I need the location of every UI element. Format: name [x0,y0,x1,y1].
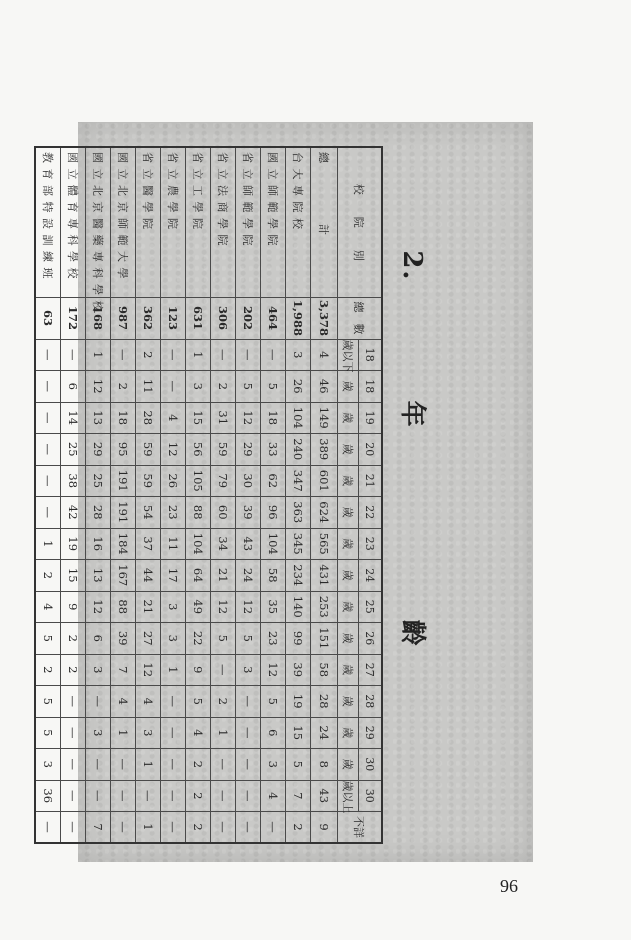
header-age: 25 [359,591,383,623]
age-count-cell: 345 [286,528,311,560]
age-count-cell: — [35,339,61,371]
age-count-cell: 2 [111,371,136,403]
row-label: 省 立 法 商 學 院 [211,147,236,297]
age-count-cell: — [86,749,111,781]
age-count-cell: — [236,749,261,781]
age-count-cell: 389 [311,434,338,466]
age-count-cell: 431 [311,560,338,592]
header-age-unit: 歲 [338,654,359,686]
age-count-cell: 1 [186,339,211,371]
age-count-cell: — [61,339,86,371]
age-count-cell: 23 [261,623,286,655]
age-count-cell: — [161,749,186,781]
age-count-cell: 12 [86,371,111,403]
age-count-cell: 184 [111,528,136,560]
age-count-cell: 25 [86,465,111,497]
table-row [111,147,136,843]
age-count-cell: 363 [286,497,311,529]
header-row-ages [359,147,383,843]
row-label: 國 立 體 育 專 科 學 校 [61,147,86,297]
row-total: 631 [186,297,211,339]
title-char-2: 齡 [397,619,427,648]
age-count-cell: 7 [111,654,136,686]
age-count-cell: 3 [236,654,261,686]
row-total: 1,988 [286,297,311,339]
row-unknown: — [161,812,186,844]
age-count-cell: 18 [111,402,136,434]
age-count-cell: 2 [61,654,86,686]
age-count-cell: 39 [286,654,311,686]
age-count-cell: 96 [261,497,286,529]
header-age: 26 [359,623,383,655]
row-total: 306 [211,297,236,339]
table-row [35,147,61,843]
row-total: 123 [161,297,186,339]
age-count-cell: 5 [286,749,311,781]
header-age-unit: 歲 [338,528,359,560]
age-count-cell: — [211,749,236,781]
age-count-cell: 167 [111,560,136,592]
age-count-cell: 49 [186,591,211,623]
row-label: 國 立 北 京 醫 藥 專 科 學 校 [86,147,111,297]
age-count-cell: 3 [86,717,111,749]
row-label: 省 立 醫 學 院 [136,147,161,297]
row-unknown: — [236,812,261,844]
header-age-unit: 歲 [338,623,359,655]
header-total: 總 數 [338,297,383,339]
age-distribution-table [34,146,383,844]
row-label: 省 立 師 範 學 院 [236,147,261,297]
age-count-cell: — [35,465,61,497]
age-count-cell: 8 [311,749,338,781]
section-title [389,146,433,842]
row-label: 省 立 工 學 院 [186,147,211,297]
row-total: 464 [261,297,286,339]
table-row [286,147,311,843]
age-count-cell: 1 [161,654,186,686]
age-count-cell: — [111,780,136,812]
age-count-cell: 59 [211,434,236,466]
age-count-cell: 21 [211,560,236,592]
age-count-cell: 33 [261,434,286,466]
row-unknown: — [211,812,236,844]
age-count-cell: 60 [211,497,236,529]
age-count-cell: 4 [35,591,61,623]
age-count-cell: 104 [286,402,311,434]
age-count-cell: — [236,686,261,718]
age-count-cell: 1 [211,717,236,749]
age-count-cell: 565 [311,528,338,560]
age-count-cell: — [211,339,236,371]
age-count-cell: 1 [35,528,61,560]
age-count-cell: — [86,780,111,812]
age-count-cell: — [136,780,161,812]
title-number: 2. [397,250,427,282]
header-age-unit: 歲以上 [338,780,359,812]
age-count-cell: — [236,339,261,371]
age-count-cell: — [211,780,236,812]
header-age: 21 [359,465,383,497]
age-count-cell: 3 [161,623,186,655]
age-count-cell: 15 [61,560,86,592]
age-count-cell: 12 [236,591,261,623]
age-count-cell: 2 [35,560,61,592]
age-count-cell: 5 [236,623,261,655]
age-count-cell: 30 [236,465,261,497]
age-count-cell: 6 [261,717,286,749]
row-label: 國 立 師 範 學 院 [261,147,286,297]
age-count-cell: 234 [286,560,311,592]
age-count-cell: 25 [61,434,86,466]
age-count-cell: 46 [311,371,338,403]
age-count-cell: 253 [311,591,338,623]
age-count-cell: 29 [86,434,111,466]
age-count-cell: 64 [186,560,211,592]
age-count-cell: — [161,717,186,749]
age-count-cell: 38 [61,465,86,497]
age-count-cell: 4 [111,686,136,718]
age-count-cell: 36 [35,780,61,812]
age-count-cell: — [111,339,136,371]
age-count-cell: 140 [286,591,311,623]
age-count-cell: 95 [111,434,136,466]
age-count-cell: 14 [61,402,86,434]
age-count-cell: 2 [211,686,236,718]
age-count-cell: 151 [311,623,338,655]
age-count-cell: 26 [286,371,311,403]
age-count-cell: — [111,749,136,781]
age-count-cell: 5 [186,686,211,718]
header-age-unit: 歲 [338,434,359,466]
age-count-cell: 4 [161,402,186,434]
age-count-cell: 1 [86,339,111,371]
age-count-cell: 18 [261,402,286,434]
age-count-cell: — [211,654,236,686]
age-count-cell: 104 [261,528,286,560]
age-count-cell: 15 [186,402,211,434]
page-number: 96 [500,876,518,896]
header-age: 27 [359,654,383,686]
age-count-cell: — [61,749,86,781]
age-count-cell: 2 [186,780,211,812]
age-count-cell: 19 [61,528,86,560]
age-count-cell: 5 [211,623,236,655]
age-count-cell: — [236,717,261,749]
age-count-cell: 104 [186,528,211,560]
age-count-cell: 22 [186,623,211,655]
age-count-cell: 56 [186,434,211,466]
header-age: 22 [359,497,383,529]
row-total: 362 [136,297,161,339]
age-count-cell: 23 [161,497,186,529]
row-total: 3,378 [311,297,338,339]
age-count-cell: 28 [311,686,338,718]
age-count-cell: 29 [236,434,261,466]
age-count-cell: 39 [236,497,261,529]
age-count-cell: 3 [186,371,211,403]
table-row [161,147,186,843]
header-age: 19 [359,402,383,434]
age-count-cell: 191 [111,497,136,529]
row-total: 172 [61,297,86,339]
header-age-unit: 歲 [338,717,359,749]
header-age: 23 [359,528,383,560]
age-count-cell: 99 [286,623,311,655]
table-row [61,147,86,843]
row-unknown: 2 [186,812,211,844]
header-age-unit: 歲 [338,402,359,434]
age-count-cell: 2 [211,371,236,403]
header-age: 24 [359,560,383,592]
age-count-cell: 12 [211,591,236,623]
table-row-sum [311,147,338,843]
header-age-unit: 歲 [338,497,359,529]
age-count-cell: 2 [136,339,161,371]
age-count-cell: 3 [136,717,161,749]
age-count-cell: 2 [186,749,211,781]
age-count-cell: — [61,717,86,749]
table-row [211,147,236,843]
age-count-cell: 4 [186,717,211,749]
age-count-cell: 26 [161,465,186,497]
row-total: 202 [236,297,261,339]
row-label: 台 大 專 院 校 [286,147,311,297]
age-count-cell: 31 [211,402,236,434]
age-count-cell: — [86,686,111,718]
age-count-cell: 35 [261,591,286,623]
row-unknown: — [261,812,286,844]
age-count-cell: 62 [261,465,286,497]
age-count-cell: 37 [136,528,161,560]
age-count-cell: 39 [111,623,136,655]
header-age-unit: 歲以下 [338,339,359,371]
age-count-cell: — [35,434,61,466]
header-age-unit: 歲 [338,591,359,623]
header-age: 29 [359,717,383,749]
age-count-cell: 43 [311,780,338,812]
row-unknown: — [111,812,136,844]
age-count-cell: 1 [136,749,161,781]
age-count-cell: 4 [136,686,161,718]
age-count-cell: 4 [261,780,286,812]
age-count-cell: 12 [161,434,186,466]
age-count-cell: 88 [111,591,136,623]
age-count-cell: 3 [35,749,61,781]
age-count-cell: 28 [86,497,111,529]
age-count-cell: 12 [86,591,111,623]
table-row [136,147,161,843]
age-count-cell: 17 [161,560,186,592]
age-count-cell: 105 [186,465,211,497]
table-header [338,147,383,843]
age-count-cell: 601 [311,465,338,497]
age-count-cell: — [161,371,186,403]
table-row [236,147,261,843]
age-count-cell: 5 [236,371,261,403]
row-label: 國 立 北 京 師 範 大 學 [111,147,136,297]
row-label: 教 育 部 特 設 訓 練 班 [35,147,61,297]
row-unknown: — [61,812,86,844]
age-count-cell: 11 [161,528,186,560]
header-age-unit: 歲 [338,686,359,718]
age-count-cell: 624 [311,497,338,529]
age-count-cell: 79 [211,465,236,497]
age-count-cell: 19 [286,686,311,718]
age-count-cell: 4 [311,339,338,371]
age-count-cell: — [35,497,61,529]
age-count-cell: 13 [86,560,111,592]
row-total: 63 [35,297,61,339]
age-count-cell: 191 [111,465,136,497]
age-count-cell: 5 [35,623,61,655]
age-count-cell: 12 [136,654,161,686]
age-count-cell: 54 [136,497,161,529]
header-age: 30 [359,780,383,812]
age-count-cell: 21 [136,591,161,623]
age-count-cell: 24 [311,717,338,749]
age-count-cell: — [61,686,86,718]
age-count-cell: — [236,780,261,812]
header-age-unit: 歲 [338,560,359,592]
age-count-cell: — [35,402,61,434]
age-count-cell: 5 [35,686,61,718]
age-count-cell: 1 [111,717,136,749]
age-count-cell: — [161,780,186,812]
age-count-cell: 5 [35,717,61,749]
age-count-cell: 12 [236,402,261,434]
age-count-cell: 24 [236,560,261,592]
age-count-cell: 42 [61,497,86,529]
age-count-cell: 13 [86,402,111,434]
table-row [186,147,211,843]
age-count-cell: 2 [61,623,86,655]
age-count-cell: 27 [136,623,161,655]
row-unknown: 9 [311,812,338,844]
table-row [261,147,286,843]
age-count-cell: — [161,339,186,371]
header-age: 18 [359,371,383,403]
age-count-cell: — [261,339,286,371]
age-count-cell: 149 [311,402,338,434]
age-count-cell: 15 [286,717,311,749]
age-count-cell: 2 [35,654,61,686]
age-count-cell: — [161,686,186,718]
row-unknown: — [35,812,61,844]
table-body [35,147,338,843]
age-count-cell: 44 [136,560,161,592]
header-age: 30 [359,749,383,781]
header-age-unit: 歲 [338,465,359,497]
header-age-unit: 歲 [338,749,359,781]
header-unknown: 不詳 [338,812,383,844]
row-total: 987 [111,297,136,339]
age-count-cell: 6 [61,371,86,403]
age-count-cell: — [61,780,86,812]
age-count-cell: 5 [261,371,286,403]
age-count-cell: 7 [286,780,311,812]
age-count-cell: 58 [311,654,338,686]
age-count-cell: 6 [86,623,111,655]
header-school: 校 院 別 [338,147,383,297]
row-total: 168 [86,297,111,339]
age-count-cell: 347 [286,465,311,497]
age-count-cell: 58 [261,560,286,592]
header-age: 28 [359,686,383,718]
scanned-page-photo [41,122,533,862]
row-unknown: 2 [286,812,311,844]
rotated-table-frame [41,146,433,842]
age-count-cell: 16 [86,528,111,560]
age-count-cell: 11 [136,371,161,403]
age-count-cell: — [35,371,61,403]
table-row [86,147,111,843]
age-count-cell: 3 [261,749,286,781]
row-unknown: 1 [136,812,161,844]
header-age: 18 [359,339,383,371]
age-count-cell: 28 [136,402,161,434]
age-count-cell: 9 [61,591,86,623]
header-age: 20 [359,434,383,466]
row-label: 總 計 [311,147,338,297]
age-count-cell: 43 [236,528,261,560]
age-count-cell: 34 [211,528,236,560]
age-count-cell: 3 [86,654,111,686]
age-count-cell: 9 [186,654,211,686]
row-label: 省 立 農 學 院 [161,147,186,297]
age-count-cell: 59 [136,434,161,466]
age-count-cell: 12 [261,654,286,686]
title-char-1: 年 [397,400,427,429]
header-age-unit: 歲 [338,371,359,403]
age-count-cell: 88 [186,497,211,529]
age-count-cell: 59 [136,465,161,497]
row-unknown: 7 [86,812,111,844]
age-count-cell: 3 [286,339,311,371]
age-count-cell: 240 [286,434,311,466]
age-count-cell: 3 [161,591,186,623]
age-count-cell: 5 [261,686,286,718]
